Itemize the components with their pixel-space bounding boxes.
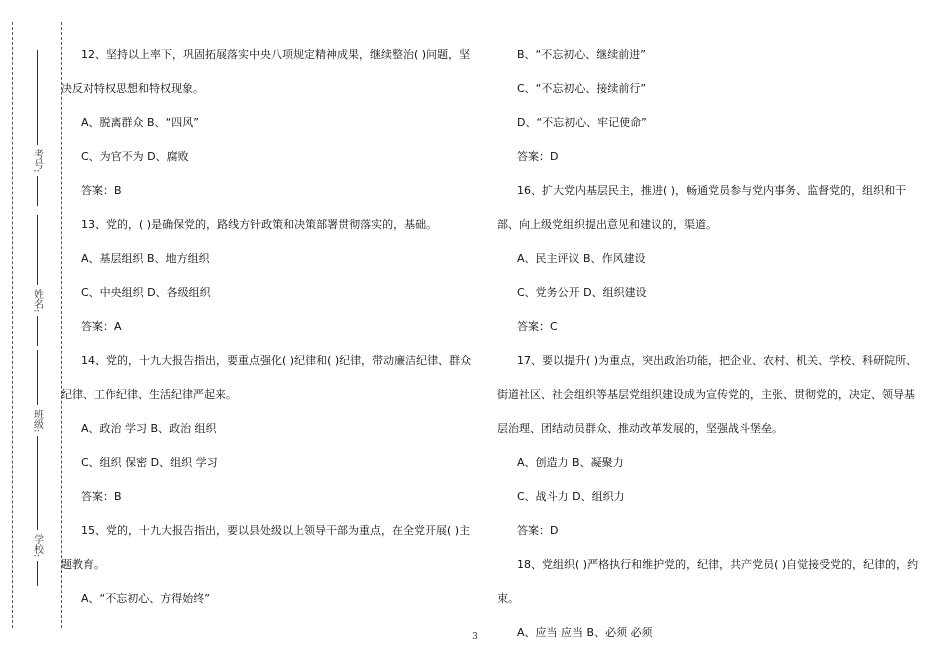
answer-line: 答案：D bbox=[517, 524, 559, 537]
answer-line: 答案：D bbox=[517, 150, 559, 163]
option-line: A、政治 学习 B、政治 组织 bbox=[81, 422, 217, 435]
binding-dashed-line-outer bbox=[12, 22, 13, 628]
option-line: A、创造力 B、凝聚力 bbox=[517, 456, 624, 469]
answer-line: 答案：B bbox=[81, 184, 122, 197]
option-line: C、为官不为 D、腐败 bbox=[81, 150, 189, 163]
question-stem: 12、坚持以上率下，巩固拓展落实中央八项规定精神成果，继续整治( )问题，坚决反对特权思想和特权现象。 bbox=[61, 48, 471, 95]
option-line: A、脱离群众 B、“四风” bbox=[81, 116, 199, 129]
option-line: B、“不忘初心、继续前进” bbox=[517, 48, 646, 61]
exam-number-field bbox=[25, 50, 49, 206]
school-label: 学校: bbox=[31, 534, 43, 558]
left-question-column bbox=[61, 38, 481, 616]
question-stem: 18、党组织( )严格执行和维护党的，纪律，共产党员( )自觉接受党的，纪律的，约束。 bbox=[497, 558, 919, 605]
answer-line: 答案：A bbox=[81, 320, 122, 333]
exam-number-label: 考号: bbox=[31, 149, 43, 173]
option-line: D、“不忘初心、牢记使命” bbox=[517, 116, 647, 129]
option-line: C、党务公开 D、组织建设 bbox=[517, 286, 647, 299]
name-label: 姓名: bbox=[31, 289, 43, 313]
name-field bbox=[25, 215, 49, 346]
question-stem: 15、党的，十九大报告指出，要以县处级以上领导干部为重点，在全党开展( )主题教育。 bbox=[61, 524, 471, 571]
page-number: 3 bbox=[472, 632, 478, 642]
binding-strip bbox=[25, 30, 49, 630]
option-line: A、基层组织 B、地方组织 bbox=[81, 252, 210, 265]
question-stem: 13、党的，( )是确保党的，路线方针政策和决策部署贯彻落实的，基础。 bbox=[81, 218, 438, 231]
right-question-column bbox=[497, 38, 919, 650]
option-line: C、组织 保密 D、组织 学习 bbox=[81, 456, 218, 469]
option-line: C、“不忘初心、接续前行” bbox=[517, 82, 647, 95]
class-label: 班级: bbox=[31, 409, 43, 433]
question-stem: 17、要以提升( )为重点，突出政治功能，把企业、农村、机关、学校、科研院所、街道社区、社会组织等基层党组织建设成为宣传党的，主张、贯彻党的，决定、领导基层治理、团结动员群众、推动改革发展的，坚强战斗堡垒。 bbox=[497, 354, 918, 435]
answer-line: 答案：B bbox=[81, 490, 122, 503]
option-line: A、民主评议 B、作风建设 bbox=[517, 252, 646, 265]
option-line: A、“不忘初心、方得始终” bbox=[81, 592, 210, 605]
question-stem: 16、扩大党内基层民主，推进( )，畅通党员参与党内事务、监督党的，组织和干部、向上级党组织提出意见和建议的，渠道。 bbox=[497, 184, 907, 231]
answer-line: 答案：C bbox=[517, 320, 558, 333]
option-line: A、应当 应当 B、必须 必须 bbox=[517, 626, 653, 639]
option-line: C、战斗力 D、组织力 bbox=[517, 490, 625, 503]
class-field bbox=[25, 350, 49, 491]
option-line: C、中央组织 D、各级组织 bbox=[81, 286, 211, 299]
school-field bbox=[25, 490, 49, 586]
question-stem: 14、党的，十九大报告指出，要重点强化( )纪律和( )纪律，带动廉洁纪律、群众纪律、工作纪律、生活纪律严起来。 bbox=[61, 354, 472, 401]
